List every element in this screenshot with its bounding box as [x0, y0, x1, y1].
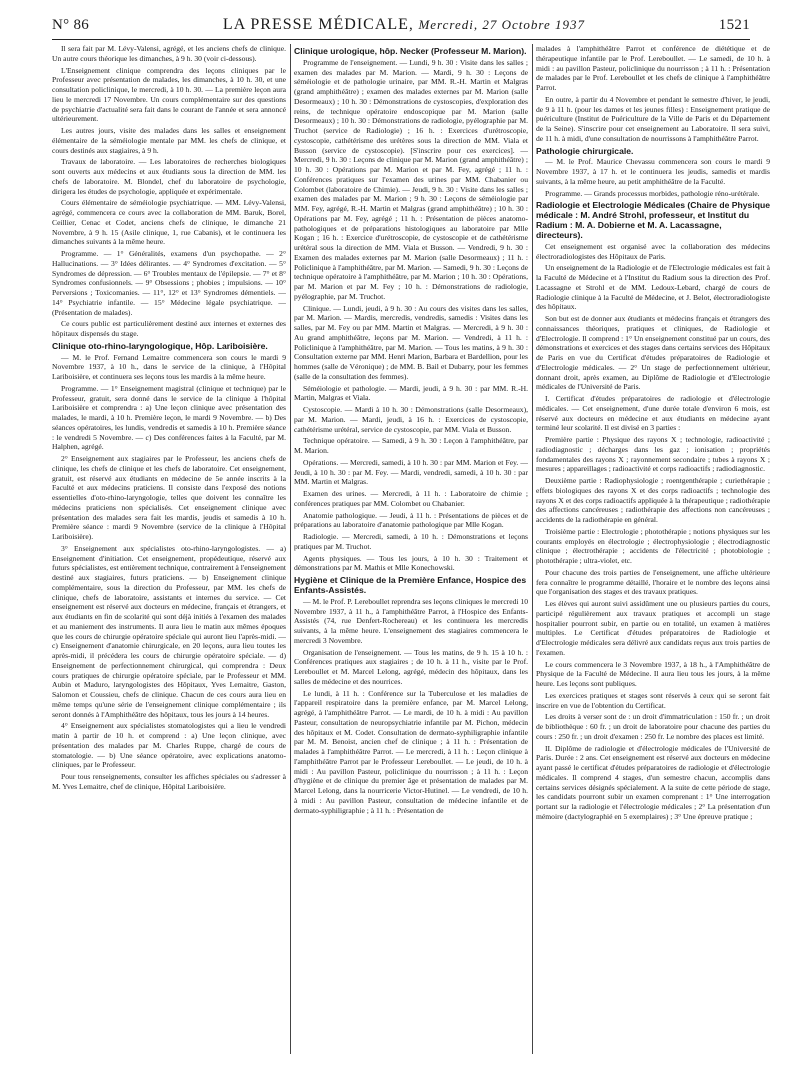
page-number: 1521: [718, 17, 750, 33]
paragraph: Travaux de laboratoire. — Les laboratoires de recherches biologiques sont ouverts aux médecins et aux étudiants sous la direction de MM. les chefs de laboratoire. M. Blondel, chef du laboratoire de psychologie, dirigera les études de psychologie, appliquée et expérimentale.: [52, 157, 286, 196]
issue-date: Mercredi, 27 Octobre 1937: [418, 17, 585, 32]
paragraph: Cet enseignement est organisé avec la collaboration des médecins électroradiologistes des Hôpitaux de Paris.: [536, 241, 770, 261]
paragraph: Cystoscopie. — Mardi à 10 h. 30 : Démonstrations (salle Desormeaux), par M. Marion. — Mardi, jeudi, à 16 h. : Exercices de cystoscopie, cathétérisme urétéral, service de cystoscopie, par MM. Viala et Busson.: [294, 405, 528, 434]
paragraph: — M. le Prof. P. Lereboullet reprendra ses leçons cliniques le mercredi 10 Novembre 1937, à 11 h., à l'amphithéâtre Parrot, à l'Hospice des Enfants-Assistés (74, rue Denfert-Rochereau) et les continuera les mercredis suivants, à la même heure. L'enseignement des stagiaires commencera le mercredi 3 Novembre.: [294, 596, 528, 645]
paragraph: Un enseignement de la Radiologie et de l'Electrologie médicales est fait à la Faculté de Médecine et à l'Institut du Radium sous la direction des Prof. Lacassagne et Strohl et de MM. Ledoux-Lebard, chargé de cours de Radiologie clinique à la Faculté de Médecine, et J. Belot, électroradiologiste des hôpitaux.: [536, 263, 770, 312]
paragraph: II. Diplôme de radiologie et d'électrologie médicales de l'Université de Paris. Durée : 2 ans. Cet enseignement est réservé aux docteurs en médecine ayant passé le certificat d'études préparatoires de radiologie et d'électrologie médicales. Il comprend 4 stages, d'un semestre chacun, accomplis dans certains services désignés spécialement. A la suite de cette période de stage, les candidats pourront subir un examen comprenant : 1° Une interrogation portant sur la radiologie et l'électrologie médicales ; 2° La présentation d'un mémoire (dactylographié en 5 exemplaires) ; 3° Une épreuve pratique ;: [536, 743, 770, 821]
section-heading: Clinique oto-rhino-laryngologique, Hôp. Lariboisière.: [52, 340, 268, 351]
page-header: [52, 16, 750, 38]
column-divider-1: [290, 44, 291, 1054]
paragraph: Troisième partie : Electrologie ; photothérapie ; notions physiques sur les courants employés en électrologie ; électrophysiologie ; électrodiagnostic clinique ; électrothérapie ; accidents de l'électricité ; photobiologie ; photothérapie ; ultra-violet, etc.: [536, 526, 770, 566]
paragraph: Le lundi, à 11 h. : Conférence sur la Tuberculose et les maladies de l'appareil respiratoire dans la première enfance, par M. Marcel Lelong, agrégé, à l'amphithéâtre Parrot. — Le mardi, de 10 h. à midi : Au pavillon Pasteur, consultation de neuropsychiatrie infantile par M. Pichon, médecin des hôpitaux et M. Codet. Consultation de dermato-syphiligraphie infantile par M. M. Benoist, ancien chef de clinique ; à 11 h. : Présentation de malades à l'amphithéâtre Parrot. — Le mercredi, à 11 h. : Leçon clinique à l'amphithéâtre Parrot par le Professeur Lereboullet. — Le jeudi, de 10 h. à midi : Au pavillon Pasteur, policlinique du nourrisson ; à 11 h. : Leçon d'hygiène et de clinique du premier âge et présentation de malades par M. Marcel Lelong, dans la nourricerie Victor-Hutinel. — Le vendredi, de 10 h. à midi : Au pavillon Pasteur, consultation de médecine infantile et de dermato-syphiligraphie ; à 11 h. : Présentation de: [294, 688, 528, 815]
paragraph: Programme. — 1° Enseignement magistral (clinique et technique) par le Professeur, gratuit, sera donné dans le service de la clinique à l'hôpital Lariboisière et comprendra : a) Une leçon clinique avec présentation des malades, le mardi, à 10 h. Première leçon, le mardi 9 Novembre. — b) Des séances opératoires, les lundis, vendredis et samedis à 10 h. Première séance : le vendredi 5 Novembre. — c) Des conférences faites à la Faculté, par M. Halphen, agrégé.: [52, 383, 286, 452]
paragraph: Cours élémentaire de séméiologie psychiatrique. — MM. Lévy-Valensi, agrégé, commencera ce cours avec la collaboration de MM. Baruk, Borel, Ceillier, Cenac et Codet, anciens chefs de clinique, le dimanche 21 Novembre, à 9 h. 15 (Asile clinique, 1, rue Cabanis), et le continuera les dimanches suivants à la même heure.: [52, 198, 286, 247]
journal-masthead: LA PRESSE MÉDICALE, Mercredi, 27 Octobre 1937: [222, 16, 585, 33]
paragraph: — M. le Prof. Fernand Lemaitre commencera son cours le mardi 9 Novembre 1937, à 10 h., dans le service de la clinique, à l'Hôpital Lariboisière, et continuera ses leçons tous les mardis à la même heure.: [52, 352, 286, 382]
section-heading: Hygiène et Clinique de la Première Enfance, Hospice des Enfants-Assistés.: [294, 575, 527, 595]
paragraph: Pour chacune des trois parties de l'enseignement, une affiche ultérieure fera connaître le programme détaillé, l'horaire et le nombre des leçons ainsi que l'organisation des stages et des travaux pratiques.: [536, 567, 770, 597]
header-rule: [52, 39, 750, 40]
paragraph: Programme de l'enseignement. — Lundi, 9 h. 30 : Visite dans les salles ; examen des malades par M. Marion. — Mardi, 9 h. 30 : Leçons de séméiologie et de pathologie urinaire, par MM. R.-H. Martin et Malgras (grand amphithéâtre) ; examen des malades externes par M. Marion (salle Desormeaux) ; 10 h. 30 : Démonstrations de cystoscopies, d'exploration des reins, de technique opératoire endoscopique par M. Marion (salle Desormeaux) ; 10 h. 30 : Démonstrations de radiologie, pyélographie par M. Truchot (service de Radiologie) ; 16 h. : Exercices d'urétroscopie, cystoscopie, cathétérisme des urétères sous la direction de MM. Viala et Busson (service de cystoscopie). [S'inscrire pour ces exercices]. — Mercredi, 9 h. 30 : Leçons de clinique par M. Marion (grand amphithéâtre) ; 10 h. 30 : Opérations par M. Marion et par M. Fey, agrégé ; 11 h. : Conférences pratiques sur l'examen des urines par MM. Chabanier ou Colombet (laboratoire de Chimie). — Jeudi, 9 h. 30 : Visite dans les salles ; examen des malades par M. Marion ; 9 h. 30 : Leçons de séméiologie par MM. Fey, agrégé, R.-H. Martin et Malgras (grand amphithéâtre) ; 10 h. 30 : Opérations par M. Fey, agrégé ; 11 h. : Présentation de pièces anatomo-pathologiques et de préparations histologiques au laboratoire par Mlle Kogan ; 16 h. : Exercice d'urétroscopie, de cystoscopie et de cathétérisme urétéral sous la direction de MM. Viala et Busson. — Vendredi, 9 h. 30 : Examen des malades externes par M. Marion (salle Desormeaux) ; 11 h. : Policlinique à l'amphithéâtre, par M. Marion. — Samedi, 9 h. 30 : Leçons de technique opératoire à l'amphithéâtre, par M. Marion ; 10 h. 30 : Opérations, par M. Marion et par M. Fey ; 10 h. : Démonstrations de radiologie, pyélographie, par M. Truchot.: [294, 57, 528, 301]
paragraph: Programme. — Grands processus morbides, pathologie réno-urétérale.: [545, 188, 760, 198]
text-column-2: [294, 44, 528, 1054]
paragraph: — M. le Prof. Maurice Chevassu commencera son cours le mardi 9 Novembre 1937, à 17 h. et le continuera les jeudis, samedis et mardis suivants, à la même heure, au petit amphithéâtre de la Faculté.: [536, 157, 770, 186]
paragraph: Séméiologie et pathologie. — Mardi, jeudi, à 9 h. 30 : par MM. R.-H. Martin, Malgras et Viala.: [294, 383, 528, 403]
paragraph: malades à l'amphithéâtre Parrot et conférence de diététique et de thérapeutique infantile par le Prof. Lereboullet. — Le samedi, de 10 h. à midi : au pavillon Pasteur, policlinique du nourrisson ; à 11 h. : Présentation de malades par le Prof. Lereboullet et les chefs de clinique à l'amphithéâtre Parrot.: [536, 44, 770, 92]
paragraph: En outre, à partir du 4 Novembre et pendant le semestre d'hiver, le jeudi, de 9 à 11 h. (pour les dames et les jeunes filles) : Enseignement pratique de puériculture (Institut de Puériculture de la Ville de Paris et du Département de la Seine). S'inscrire pour cet enseignement au Laboratoire. Il sera suivi, de 11 h. à midi, d'une consultation de nourrissons à l'amphithéâtre Parrot.: [536, 94, 770, 143]
section-heading: Radiologie et Electrologie Médicales (Chaire de Physique médicale : M. André Strohl, professeur, et Institut du Radium : M. A. Dobierne et M. A. Lacassagne, directeurs).: [536, 200, 770, 240]
paragraph: Son but est de donner aux étudiants et médecins français et étrangers des connaissances théoriques, pratiques et cliniques, de Radiologie et d'Electrologie. Il comprend : 1° Un enseignement constitué par un cours, des démonstrations et exercices et des stages dans certains services des Hôpitaux de Paris en vue du Certificat d'études préparatoires de Radiologie et d'Electrologie médicales. — 2° Un stage de perfectionnement ultérieur, donnant droit, après examen, au Diplôme de Radiologie et d'Electrologie médicales de l'Université de Paris.: [536, 314, 770, 392]
paragraph: Radiologie. — Mercredi, samedi, à 10 h. : Démonstrations et leçons pratiques par M. Truchot.: [294, 532, 528, 551]
paragraph: Pour tous renseignements, consulter les affiches spéciales ou s'adresser à M. Yves Lemaitre, chef de clinique, Hôpital Lariboisière.: [52, 772, 286, 791]
text-column-3: [536, 44, 770, 1054]
paragraph: Clinique. — Lundi, jeudi, à 9 h. 30 : Au cours des visites dans les salles, par M. Marion. — Mardis, mercredis, vendredis, samedis : Visites dans les salles, par M. Fey ou par MM. Martin et Malgras. — Mercredi, à 9 h. 30 : Au grand amphithéâtre, leçons par M. Marion. — Vendredi, à 11 h. : Policlinique à l'amphithéâtre, par M. Marion. — Tous les matins, à 9 h. 30 : Consultation externe par MM. Henri Marion, Barbara et Bardellion, pour les hommes (salle de Véronique) ; de MM. B. Bail et Dubarry, pour les femmes (salle de la consultation des femmes).: [294, 303, 528, 381]
paragraph: Ce cours public est particulièrement destiné aux internes et externes des hôpitaux dispensés du stage.: [52, 319, 286, 338]
text-column-1: [52, 44, 286, 1054]
paragraph: Les exercices pratiques et stages sont réservés à ceux qui se seront fait inscrire en vue de l'obtention du Certificat.: [536, 690, 770, 710]
paragraph: Les droits à verser sont de : un droit d'immatriculation : 150 fr. ; un droit de bibliothèque : 60 fr. ; un droit de laboratoire pour chacune des parties du cours : 250 fr. ; un droit d'examen : 250 fr. Le nombre des places est limité.: [536, 712, 770, 741]
paragraph: Deuxième partie : Radiophysiologie ; roentgenthérapie ; curiethérapie ; effets biologiques des rayons X et des corps radioactifs ; technologie des rayons X et des corps radioactifs appliquée à la thérapeutique ; radiothérapie des affections cancéreuses ; radiothérapie des affections non cancéreuses ; accidents de la radiothérapie en général.: [536, 476, 770, 525]
paragraph: Première partie : Physique des rayons X ; technologie, radioactivité ; radiodiagnostic ; décharges dans les gaz ; ionisation ; propriétés fondamentales des rayons X ; rayonnement secondaire ; tubes à rayons X ; mesures ; appareillages ; radioactivité et corps radioactifs ; radiodiagnostic.: [536, 435, 770, 474]
section-heading: Clinique urologique, hôp. Necker (Professeur M. Marion).: [294, 46, 527, 56]
paragraph: Les autres jours, visite des malades dans les salles et enseignement élémentaire de la séméiologie mentale par MM. les chefs de clinique, et cours destinés aux stagiaires, à 9 h.: [52, 126, 286, 155]
issue-number: N° 86: [52, 17, 90, 33]
paragraph: Les élèves qui auront suivi assidûment une ou plusieurs parties du cours, participé régulièrement aux travaux pratiques et accompli un stage hospitalier pourront subir, en partie ou en totalité, un examen à matières multiples. Le Certificat d'études préparatoires de Radiologie et d'Electrologie médicales sera délivré aux candidats reçus aux trois parties de l'examen.: [536, 599, 770, 657]
paragraph: Technique opératoire. — Samedi, à 9 h. 30 : Leçon à l'amphithéâtre, par M. Marion.: [294, 436, 528, 456]
paragraph: Anatomie pathologique. — Jeudi, à 11 h. : Présentations de pièces et de préparations au laboratoire d'anatomie pathologique par Mlle Kogan.: [294, 510, 528, 530]
paragraph: 3° Enseignement aux spécialistes oto-rhino-laryngologistes. — a) Enseignement d'initiation. Cet enseignement, propédeutique, réservé aux futurs spécialistes, est entièrement technique, contrairement à l'enseignement destiné aux stagiaires, futurs praticiens. — b) Enseignement clinique complémentaire, sous la direction du Professeur, par MM. les chefs de clinique, chefs de laboratoire, assistants et internes du service. — Cet enseignement est réservé aux docteurs en médecine, français et étrangers, et aux étudiants en fin de scolarité qui sont déjà initiés à l'examen des malades et au maniement des instruments. Il aura lieu le matin aux mêmes époques que les cours de chirurgie opératoire spéciale qui auront lieu l'après-midi. — c) Enseignement d'anatomie chirurgicale, en 20 leçons, aura lieu toutes les après-midi, il précédera les cours de chirurgie opératoire spéciale. — d) Enseignement de perfectionnement chirurgical, qui comprendra : Deux cours pratiques de chirurgie opératoire spéciale, par le Professeur et MM. Aubin et Maduro, laryngologistes des Hôpitaux, Yves Lemaitre, Gaston, Salomon et Coussieu, chefs de clinique. Chacun de ces cours aura lieu en même temps qu'une série de l'enseignement clinique complémentaire ; ils seront donnés à l'Amphithéâtre des hôpitaux, tous les jours à 14 heures.: [52, 543, 286, 719]
paragraph: 2° Enseignement aux stagiaires par le Professeur, les anciens chefs de clinique, les chefs de clinique et les chefs de laboratoire. Cet enseignement, gratuit, est réservé aux étudiants en médecine de 5e année inscrits à la Faculté et aux médecins praticiens. Il consiste dans l'exposé des notions essentielles d'oto-rhino-laryngologie, telles que doivent les connaître les médecins praticiens non spécialisés. Cet enseignement clinique avec présentation des malades sera fait les mardis, jeudis et samedis à 10 h. Première séance : mardi 9 Novembre (service de la clinique à l'Hôpital Lariboisière).: [52, 454, 286, 542]
paragraph: Agents physiques. — Tous les jours, à 10 h. 30 : Traitement et démonstrations par M. Mathis et Mlle Konechowski.: [294, 553, 528, 573]
column-divider-2: [532, 44, 533, 1054]
paragraph: Programme. — 1° Généralités, examens d'un psychopathe. — 2° Hallucinations. — 3° Idées délirantes. — 4° Syndromes d'excitation. — 5° Syndromes de dépression. — 6° Troubles mentaux de l'épilepsie. — 7° et 8° Syndromes confusionnels. — 9° Obsessions ; phobies ; impulsions. — 10° Perversions ; Toxicomanies. — 11°, 12° et 13° Syndromes démentiels. — 14° Psychiatrie infantile. — 15° Médecine légale psychiatrique. — (Présentation de malades).: [52, 249, 286, 317]
paragraph: Organisation de l'enseignement. — Tous les matins, de 9 h. 15 à 10 h. : Conférences pratiques aux stagiaires ; de 10 h. à 11 h., visite par le Prof. Lereboullet et M. Marcel Lelong, agrégé, médecin des hôpitaux, dans les salles de médecine et des nourrices.: [294, 647, 528, 686]
journal-title: LA PRESSE MÉDICALE: [222, 16, 409, 33]
paragraph: Opérations. — Mercredi, samedi, à 10 h. 30 : par MM. Marion et Fey. — Jeudi, à 10 h. 30 : par M. Fey. — Mardi, vendredi, samedi, à 10 h. 30 : par MM. Martin et Malgras.: [294, 457, 528, 487]
section-heading: Pathologie chirurgicale.: [536, 145, 634, 156]
paragraph: Examen des urines. — Mercredi, à 11 h. : Laboratoire de chimie ; conférences pratiques par MM. Colombet ou Chabanier.: [294, 489, 528, 508]
paragraph: Il sera fait par M. Lévy-Valensi, agrégé, et les anciens chefs de clinique. Un autre cours théorique les dimanches, à 9 h. 30 (voir ci-dessous).: [52, 44, 286, 63]
paragraph: I. Certificat d'études préparatoires de radiologie et d'électrologie médicales. — Cet enseignement, d'une durée totale d'environ 6 mois, est réservé aux docteurs en médecine et aux étudiants en médecine ayant terminé leur scolarité. Il est divisé en 3 parties :: [536, 394, 770, 433]
paragraph: L'Enseignement clinique comprendra des leçons cliniques par le Professeur avec présentation de malades, les dimanches, à 10 h. 30, et une consultation policlinique, le mercredi, à 10 h. 30. — La première leçon aura lieu le mercredi 17 Novembre. Un cours complémentaire sur des questions de psychiatrie d'actualité sera fait dans le courant de l'année et sera annoncé ultérieurement.: [52, 65, 286, 124]
paragraph: Le cours commencera le 3 Novembre 1937, à 18 h., à l'Amphithéâtre de Physique de la Faculté de Médecine. Il aura lieu tous les jours, à la même heure. Les leçons sont publiques.: [536, 659, 770, 689]
paragraph: 4° Enseignement aux spécialistes stomatologistes qui a lieu le vendredi matin à partir de 10 h. et comprend : a) Une leçon clinique, avec présentation des malades par M. Charles Ruppe, chargé de cours de stomatologie. — b) Une séance opératoire, avec explications anatomo-cliniques, par le Professeur.: [52, 721, 286, 770]
